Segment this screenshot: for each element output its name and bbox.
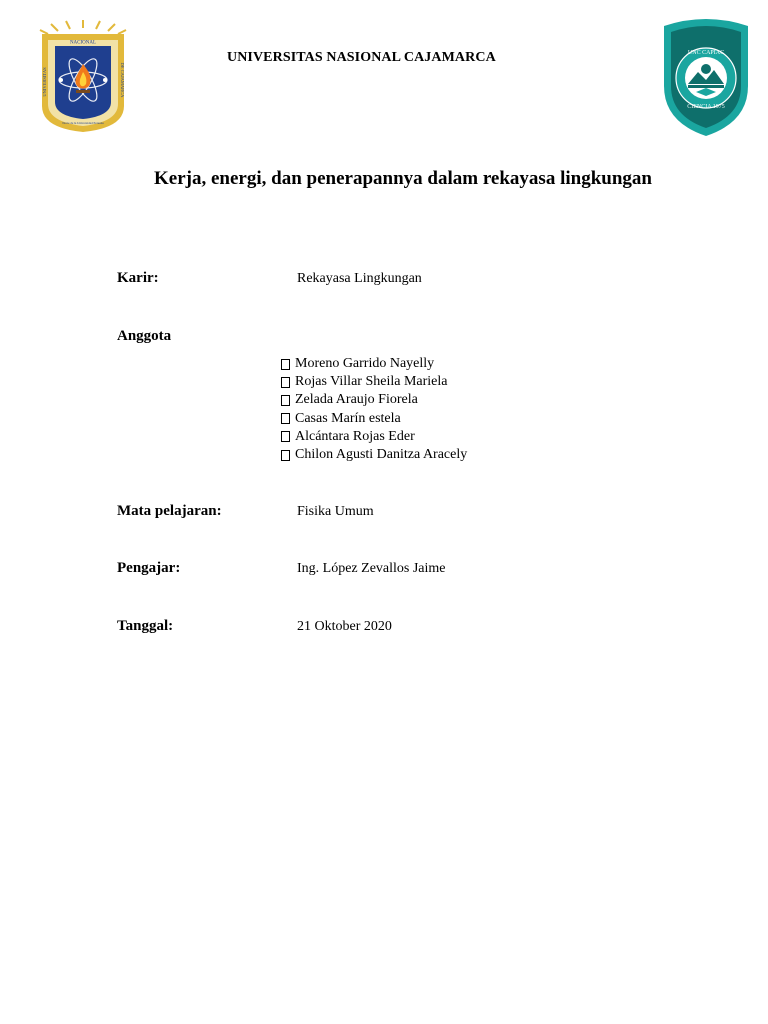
member-name: Casas Marín estela <box>295 410 401 426</box>
university-shield-logo-right <box>660 16 752 138</box>
member-name: Rojas Villar Sheila Mariela <box>295 374 448 390</box>
teacher-value: Ing. López Zevallos Jaime <box>297 561 446 576</box>
document-title: Kerja, energi, dan penerapannya dalam rekayasa lingkungan <box>154 168 652 189</box>
list-item <box>281 355 467 373</box>
list-item <box>281 373 467 391</box>
checkbox-bullet-icon <box>281 395 290 406</box>
checkbox-bullet-icon <box>281 413 290 424</box>
subject-value: Fisika Umum <box>297 504 374 519</box>
seal-left-text: UNIVERSITAS <box>42 67 47 97</box>
university-seal-logo-left <box>36 18 130 134</box>
date-label: Tanggal: <box>117 618 174 634</box>
list-item <box>281 446 467 464</box>
list-item <box>281 391 467 409</box>
checkbox-bullet-icon <box>281 359 290 370</box>
member-name: Zelada Araujo Fiorela <box>295 392 418 408</box>
seal-right-text: DE CAJAMARCA <box>120 62 125 98</box>
list-item <box>281 410 467 428</box>
seal-top-text: NACIONAL <box>69 40 97 46</box>
member-name: Chilon Agusti Danitza Aracely <box>295 447 468 463</box>
checkbox-bullet-icon <box>281 450 290 461</box>
seal-bottom-text: Norte de la Universidad Peruana <box>62 121 104 125</box>
subject-label: Mata pelajaran: <box>117 503 222 519</box>
members-list <box>281 355 467 464</box>
member-name: Alcántara Rojas Eder <box>295 428 415 444</box>
teacher-label: Pengajar: <box>117 560 181 576</box>
career-label: Karir: <box>117 270 159 286</box>
checkbox-bullet-icon <box>281 431 290 442</box>
shield-ring-top-text: UNC CAPIAC <box>687 50 725 56</box>
date-value: 21 Oktober 2020 <box>297 619 392 634</box>
list-item <box>281 428 467 446</box>
members-label: Anggota <box>117 328 172 344</box>
career-value: Rekayasa Lingkungan <box>297 271 422 286</box>
shield-ring-bottom-text: CIENCIA 1975 <box>687 104 725 110</box>
university-name: UNIVERSITAS NASIONAL CAJAMARCA <box>227 50 496 65</box>
member-name: Moreno Garrido Nayelly <box>295 356 435 371</box>
checkbox-bullet-icon <box>281 377 290 388</box>
